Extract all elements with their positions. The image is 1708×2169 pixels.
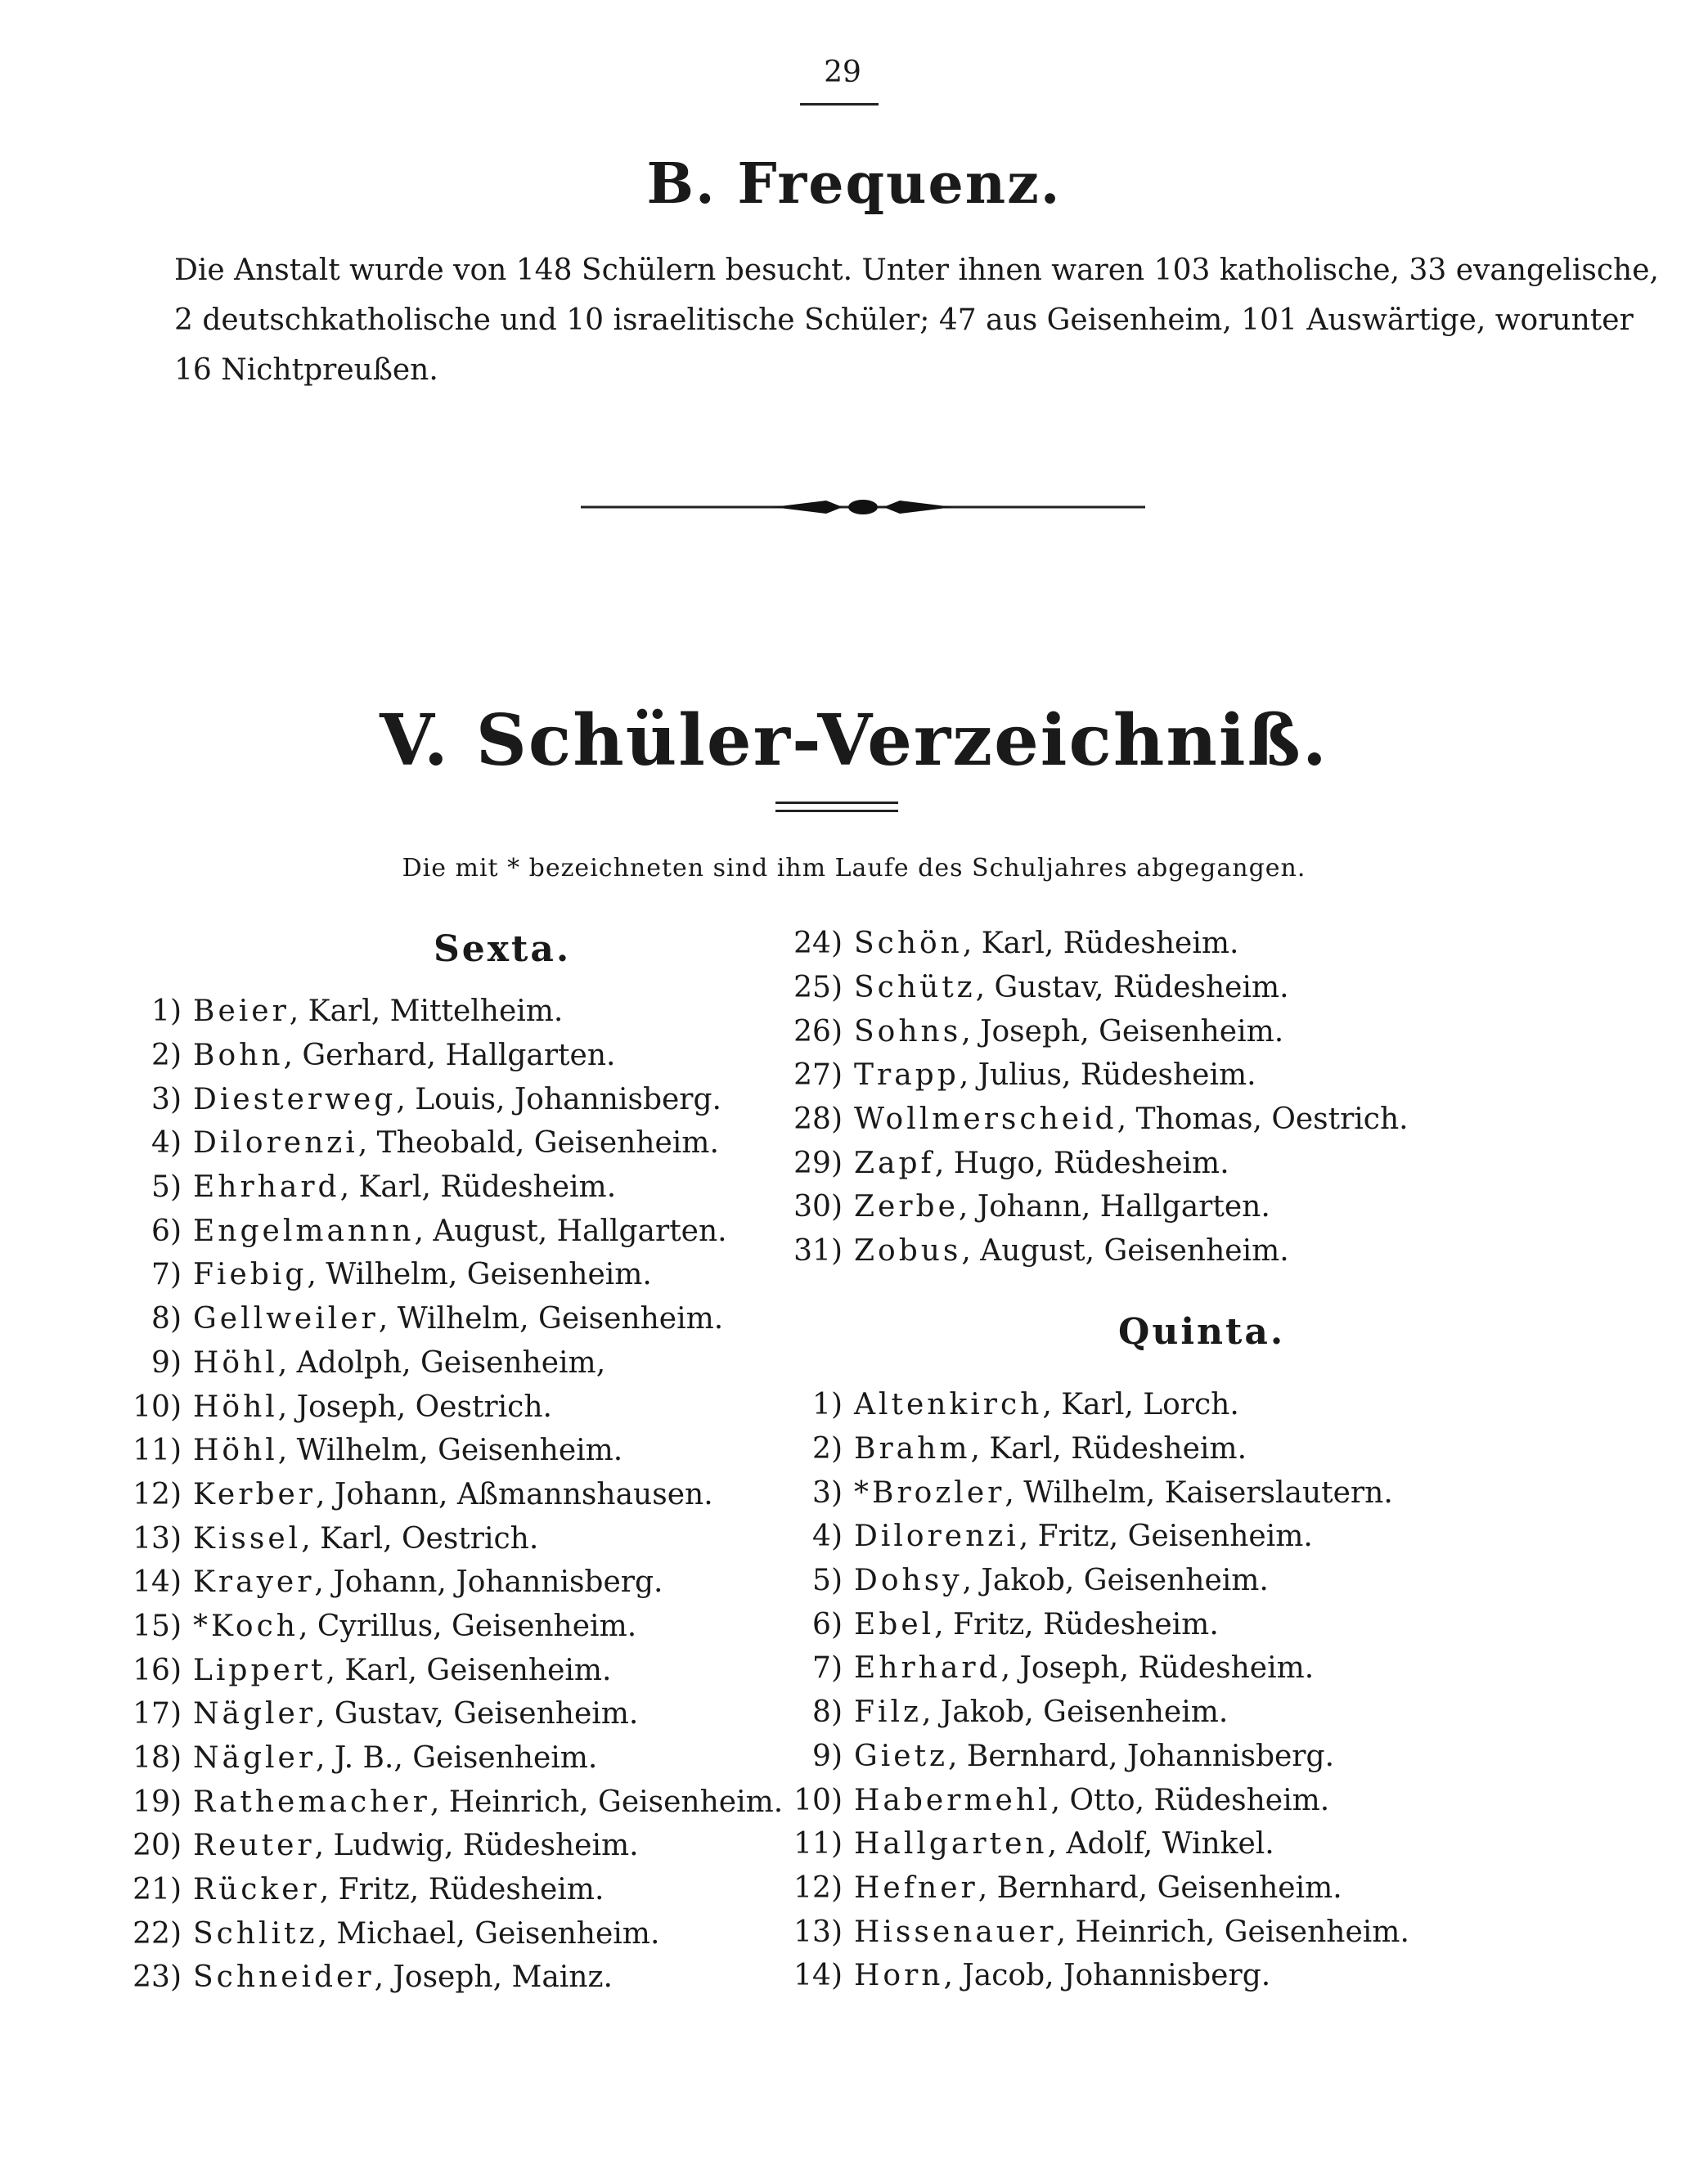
- student-entry: [98, 1165, 783, 1210]
- entry-number: 30): [793, 1190, 843, 1224]
- entry-number: 19): [133, 1785, 182, 1819]
- entry-number: 10): [133, 1390, 182, 1424]
- entry-number: 2): [812, 1432, 843, 1466]
- entry-number: 12): [793, 1870, 843, 1905]
- entry-number: 1): [812, 1388, 843, 1422]
- student-entry: [759, 966, 1409, 1010]
- student-surname: Hissenauer: [854, 1915, 1057, 1949]
- student-details: , Gustav, Rüdesheim.: [975, 971, 1289, 1005]
- quinta-heading: Quinta.: [1118, 1311, 1286, 1353]
- student-surname: Schütz: [854, 971, 976, 1005]
- entry-number: 4): [151, 1126, 182, 1161]
- student-details: , Karl, Rüdesheim.: [339, 1170, 617, 1205]
- page-number: 29: [824, 56, 861, 89]
- ornament-divider: [581, 491, 1145, 523]
- student-surname: Schneider: [193, 1960, 375, 1995]
- entry-number: 2): [151, 1039, 182, 1073]
- student-entry: [759, 1954, 1409, 1998]
- student-details: , Otto, Rüdesheim.: [1050, 1783, 1330, 1817]
- student-details: , Ludwig, Rüdesheim.: [314, 1829, 639, 1863]
- entry-number: 6): [812, 1607, 843, 1641]
- entry-number: 9): [151, 1345, 182, 1380]
- student-surname: Gietz: [854, 1739, 949, 1773]
- student-entry: [759, 1822, 1409, 1866]
- verzeichnis-heading: V. Schüler-Verzeichniß.: [380, 699, 1328, 782]
- entry-number: 12): [133, 1477, 182, 1511]
- student-details: , Jakob, Geisenheim.: [962, 1564, 1269, 1598]
- student-entry: [759, 1559, 1409, 1603]
- student-details: , August, Hallgarten.: [414, 1214, 727, 1248]
- student-details: , Jacob, Johannisberg.: [943, 1959, 1271, 1993]
- student-entry: [759, 1141, 1409, 1185]
- entry-number: 8): [151, 1302, 182, 1336]
- student-entry: [98, 1824, 783, 1868]
- student-entry: [98, 1121, 783, 1165]
- entry-number: 14): [793, 1959, 843, 1993]
- student-entry: [98, 1956, 783, 2000]
- student-surname: Ehrhard: [193, 1170, 340, 1205]
- student-surname: Dilorenzi: [193, 1126, 358, 1161]
- student-surname: Höhl: [193, 1345, 278, 1380]
- entry-number: 22): [133, 1916, 182, 1951]
- student-details: , Louis, Johannisberg.: [396, 1082, 721, 1116]
- student-details: , Karl, Rüdesheim.: [970, 1432, 1247, 1466]
- student-surname: Beier: [193, 995, 290, 1029]
- student-entry: [98, 1692, 783, 1736]
- student-entry: [759, 1778, 1409, 1822]
- student-entry: [98, 1341, 783, 1385]
- student-surname: *Brozler: [854, 1475, 1005, 1510]
- entry-number: 17): [133, 1697, 182, 1731]
- student-surname: Hefner: [854, 1870, 978, 1905]
- student-surname: Rücker: [193, 1873, 320, 1907]
- student-details: , Hugo, Rüdesheim.: [934, 1146, 1229, 1180]
- short-rule: [775, 810, 898, 812]
- student-entry: [759, 1515, 1409, 1559]
- student-details: , Heinrich, Geisenheim.: [429, 1785, 784, 1819]
- student-surname: Sohns: [854, 1014, 962, 1049]
- entry-number: 13): [133, 1521, 182, 1556]
- student-details: , J. B., Geisenheim.: [316, 1741, 598, 1776]
- entry-number: 5): [151, 1170, 182, 1205]
- student-entry: [759, 1735, 1409, 1779]
- student-surname: Dilorenzi: [854, 1520, 1019, 1554]
- entry-number: 7): [812, 1651, 843, 1686]
- student-details: , August, Geisenheim.: [961, 1234, 1289, 1269]
- student-surname: Lippert: [193, 1653, 326, 1687]
- student-entry: [98, 1385, 783, 1429]
- entry-number: 23): [133, 1960, 182, 1995]
- student-details: , Bernhard, Johannisberg.: [948, 1739, 1335, 1773]
- student-details: , Joseph, Geisenheim.: [961, 1014, 1284, 1049]
- entry-number: 1): [151, 995, 182, 1029]
- student-surname: Trapp: [854, 1058, 960, 1093]
- student-surname: Reuter: [193, 1829, 315, 1863]
- student-entry: [98, 990, 783, 1034]
- student-surname: Diesterweg: [193, 1082, 397, 1116]
- student-surname: Nägler: [193, 1697, 317, 1731]
- student-entry: [98, 1209, 783, 1253]
- student-details: , Adolf, Winkel.: [1047, 1827, 1274, 1861]
- student-surname: Schön: [854, 927, 963, 961]
- student-entry: [98, 1911, 783, 1956]
- student-surname: Zapf: [854, 1146, 935, 1180]
- student-surname: Wollmerscheid: [854, 1102, 1117, 1137]
- entry-number: 20): [133, 1829, 182, 1863]
- student-entry: [98, 1561, 783, 1605]
- student-surname: Schlitz: [193, 1916, 318, 1951]
- student-entry: [98, 1473, 783, 1517]
- entry-number: 3): [812, 1475, 843, 1510]
- student-entry: [98, 1868, 783, 1912]
- student-details: , Joseph, Rüdesheim.: [1000, 1651, 1315, 1686]
- student-surname: Gellweiler: [193, 1302, 379, 1336]
- student-surname: Kissel: [193, 1521, 302, 1556]
- student-details: , Bernhard, Geisenheim.: [978, 1870, 1342, 1905]
- student-entry: [759, 1098, 1409, 1142]
- entry-number: 8): [812, 1695, 843, 1730]
- student-details: , Johann, Johannisberg.: [314, 1565, 663, 1600]
- student-details: , Wilhelm, Geisenheim.: [277, 1434, 623, 1468]
- entry-number: 16): [133, 1653, 182, 1687]
- student-entry: [759, 1427, 1409, 1471]
- student-entry: [759, 1053, 1409, 1098]
- student-surname: Habermehl: [854, 1783, 1051, 1817]
- student-surname: Altenkirch: [854, 1388, 1043, 1422]
- entry-number: 24): [793, 927, 843, 961]
- sexta-heading: Sexta.: [434, 928, 572, 970]
- student-details: , Michael, Geisenheim.: [317, 1916, 660, 1951]
- student-surname: Zerbe: [854, 1190, 959, 1224]
- entry-number: 11): [793, 1827, 843, 1861]
- student-entry: [98, 1297, 783, 1341]
- student-details: , Karl, Rüdesheim.: [962, 927, 1239, 961]
- student-details: , Theobald, Geisenheim.: [357, 1126, 719, 1161]
- entry-number: 14): [133, 1565, 182, 1600]
- student-details: , Fritz, Rüdesheim.: [319, 1873, 605, 1907]
- entry-number: 27): [793, 1058, 843, 1093]
- student-entry: [759, 1866, 1409, 1911]
- student-details: , Thomas, Oestrich.: [1117, 1102, 1409, 1137]
- short-rule: [775, 802, 898, 804]
- student-details: , Gustav, Geisenheim.: [316, 1697, 639, 1731]
- entry-number: 29): [793, 1146, 843, 1180]
- frequenz-paragraph: [174, 245, 1659, 395]
- student-details: , Heinrich, Geisenheim.: [1056, 1915, 1409, 1949]
- entry-number: 6): [151, 1214, 182, 1248]
- student-surname: Horn: [854, 1959, 944, 1993]
- student-entry: [759, 922, 1409, 966]
- entry-number: 11): [133, 1434, 182, 1468]
- student-entry: [759, 1646, 1409, 1691]
- student-entry: [98, 1034, 783, 1078]
- entry-number: 5): [812, 1564, 843, 1598]
- student-entry: [759, 1229, 1409, 1273]
- entry-number: 7): [151, 1258, 182, 1292]
- entry-number: 26): [793, 1014, 843, 1049]
- student-entry: [759, 1009, 1409, 1053]
- frequenz-line: 2 deutschkatholische und 10 israelitische Schüler; 47 aus Geisenheim, 101 Auswärtige, worunter: [174, 303, 1634, 337]
- student-details: , Karl, Lorch.: [1042, 1388, 1239, 1422]
- frequenz-line: 16 Nichtpreußen.: [174, 353, 438, 387]
- student-details: , Johann, Hallgarten.: [958, 1190, 1270, 1224]
- student-entry: [759, 1691, 1409, 1735]
- student-surname: Höhl: [193, 1434, 278, 1468]
- student-details: , Cyrillus, Geisenheim.: [298, 1609, 637, 1643]
- student-surname: Bohn: [193, 1039, 284, 1073]
- entry-number: 3): [151, 1082, 182, 1116]
- entry-number: 28): [793, 1102, 843, 1137]
- student-entry: [98, 1605, 783, 1649]
- entry-number: 10): [793, 1783, 843, 1817]
- entry-number: 31): [793, 1234, 843, 1269]
- student-surname: Engelmannn: [193, 1214, 415, 1248]
- student-details: , Gerhard, Hallgarten.: [283, 1039, 616, 1073]
- entry-number: 25): [793, 971, 843, 1005]
- student-surname: Höhl: [193, 1390, 278, 1424]
- student-details: , Jakob, Geisenheim.: [921, 1695, 1229, 1730]
- student-surname: Ehrhard: [854, 1651, 1001, 1686]
- entry-number: 21): [133, 1873, 182, 1907]
- student-details: , Joseph, Oestrich.: [277, 1390, 552, 1424]
- sexta-list-right: [759, 922, 1409, 1273]
- student-details: , Karl, Mittelheim.: [289, 995, 564, 1029]
- student-entry: [759, 1910, 1409, 1954]
- student-surname: Zobus: [854, 1234, 962, 1269]
- student-surname: Brahm: [854, 1432, 971, 1466]
- student-details: , Karl, Oestrich.: [301, 1521, 539, 1556]
- student-entry: [98, 1736, 783, 1781]
- student-surname: Dohsy: [854, 1564, 963, 1598]
- student-surname: *Koch: [193, 1609, 299, 1643]
- student-entry: [98, 1648, 783, 1692]
- entry-number: 4): [812, 1520, 843, 1554]
- student-entry: [98, 1516, 783, 1561]
- student-details: , Fritz, Rüdesheim.: [934, 1607, 1219, 1641]
- entry-number: 18): [133, 1741, 182, 1776]
- student-details: , Karl, Geisenheim.: [326, 1653, 612, 1687]
- student-details: , Johann, Aßmannshausen.: [316, 1477, 713, 1511]
- student-entry: [759, 1602, 1409, 1646]
- student-surname: Nägler: [193, 1741, 317, 1776]
- student-surname: Kerber: [193, 1477, 316, 1511]
- entry-number: 15): [133, 1609, 182, 1643]
- student-details: , Joseph, Mainz.: [374, 1960, 613, 1995]
- withdrawal-note: Die mit * bezeichneten sind ihm Laufe des Schuljahres abgegangen.: [402, 854, 1306, 882]
- student-entry: [759, 1383, 1409, 1427]
- quinta-list: [759, 1383, 1409, 1998]
- student-entry: [98, 1253, 783, 1297]
- student-surname: Filz: [854, 1695, 922, 1730]
- student-entry: [759, 1471, 1409, 1515]
- frequenz-line: Die Anstalt wurde von 148 Schülern besucht. Unter ihnen waren 103 katholische, 33 evangelische,: [174, 254, 1659, 287]
- frequenz-heading: B. Frequenz.: [646, 151, 1062, 217]
- student-details: , Julius, Rüdesheim.: [959, 1058, 1256, 1093]
- student-details: , Adolph, Geisenheim,: [277, 1345, 606, 1380]
- student-surname: Fiebig: [193, 1258, 308, 1292]
- student-surname: Krayer: [193, 1565, 315, 1600]
- entry-number: 13): [793, 1915, 843, 1949]
- student-entry: [98, 1429, 783, 1473]
- student-entry: [98, 1077, 783, 1121]
- student-surname: Rathemacher: [193, 1785, 430, 1819]
- student-details: , Wilhelm, Kaiserslautern.: [1005, 1475, 1393, 1510]
- student-entry: [98, 1780, 783, 1824]
- entry-number: 9): [812, 1739, 843, 1773]
- student-surname: Hallgarten: [854, 1827, 1048, 1861]
- page-number-rule: [800, 103, 879, 106]
- student-details: , Wilhelm, Geisenheim.: [378, 1302, 724, 1336]
- sexta-list-left: [98, 990, 783, 2000]
- student-surname: Ebel: [854, 1607, 935, 1641]
- student-details: , Fritz, Geisenheim.: [1018, 1520, 1313, 1554]
- student-entry: [759, 1185, 1409, 1229]
- student-details: , Wilhelm, Geisenheim.: [307, 1258, 652, 1292]
